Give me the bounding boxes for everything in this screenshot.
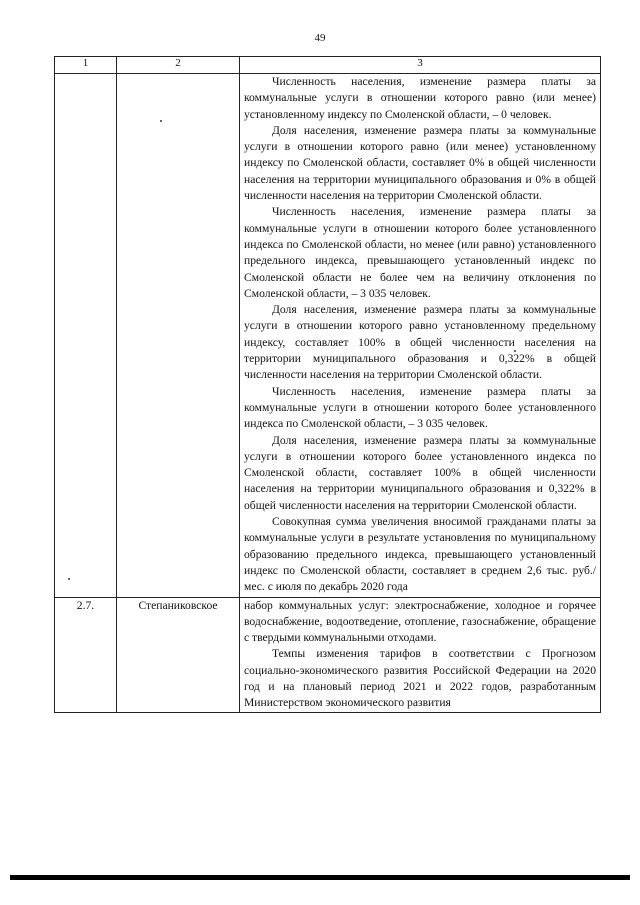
page-number: 49 (314, 32, 326, 44)
paragraph: Численность населения, изменение размера платы за коммунальные услуги в отношении которого равно (или менее) установленному индексу по Смоленской области, – 0 человек. (244, 75, 596, 121)
scan-speck (160, 120, 162, 122)
header-col-3: 3 (240, 57, 601, 74)
document-table (54, 56, 601, 713)
paragraph: Численность населения, изменение размера платы за коммунальные услуги в отношении которого более установленного индекса по Смоленской области, – 3 035 человек. (244, 384, 596, 431)
paragraph: Численность населения, изменение размера платы за коммунальные услуги в отношении которого более установленного индекса по Смоленской области, но менее (или равно) установленного предельного индекса, превышающего установленный индекс по Смоленской области не более чем на величину отклонения по Смоленской области, – 3 035 человек. (244, 205, 596, 300)
row2-description-cell (240, 597, 601, 712)
row1-description-cell (240, 74, 601, 598)
row1-name-cell (117, 74, 240, 598)
paragraph: Темпы изменения тарифов в соответствии с Прогнозом социально-экономического развития Российской Федерации на 2020 год и на плановый период 2021 и 2022 годов, разработанным Министерством экономического развития (244, 647, 596, 710)
paragraph: Доля населения, изменение размера платы за коммунальные услуги в отношении которого равно (или менее) установленному индексу по Смоленской области, составляет 0% в общей численности населения на территории муниципального образования и 0% в общей численности населения на территории Смоленской области. (244, 123, 596, 203)
header-col-1: 1 (55, 57, 117, 74)
row2-number: 2.7. (76, 598, 95, 612)
scan-speck (68, 578, 70, 580)
scan-speck (514, 350, 516, 352)
paragraph: набор коммунальных услуг: электроснабжение, холодное и горячее водоснабжение, водоотведение, отопление, газоснабжение, обращение с твердыми коммунальными отходами. (244, 598, 596, 645)
paragraph: Доля населения, изменение размера платы за коммунальные услуги в отношении которого равно установленному предельному индексу, составляет 100% в общей численности населения на территории муниципального образования и 0,322% в общей численности населения на территории Смоленской области. (244, 303, 596, 382)
scan-bottom-border (10, 875, 630, 880)
row1-number-cell (55, 74, 117, 598)
paragraph: Совокупная сумма увеличения вносимой гражданами платы за коммунальные услуги в результате установления по муниципальному образованию предельного индекса, превышающего установленный индекс по Смоленской области, составляет в среднем 2,6 тыс. руб./мес. с июля по декабрь 2020 года (244, 515, 596, 594)
table-header-row (55, 57, 601, 74)
paragraph: Доля населения, изменение размера платы за коммунальные услуги в отношении которого более установленного индекса по Смоленской области, составляет 100% в общей численности населения на территории муниципального образования и 0,322% в общей численности населения на территории Смоленской области. (244, 433, 596, 512)
table-row (55, 74, 601, 598)
header-col-2: 2 (117, 57, 240, 74)
row2-name: Степаниковское (138, 598, 218, 612)
table-row (55, 597, 601, 712)
